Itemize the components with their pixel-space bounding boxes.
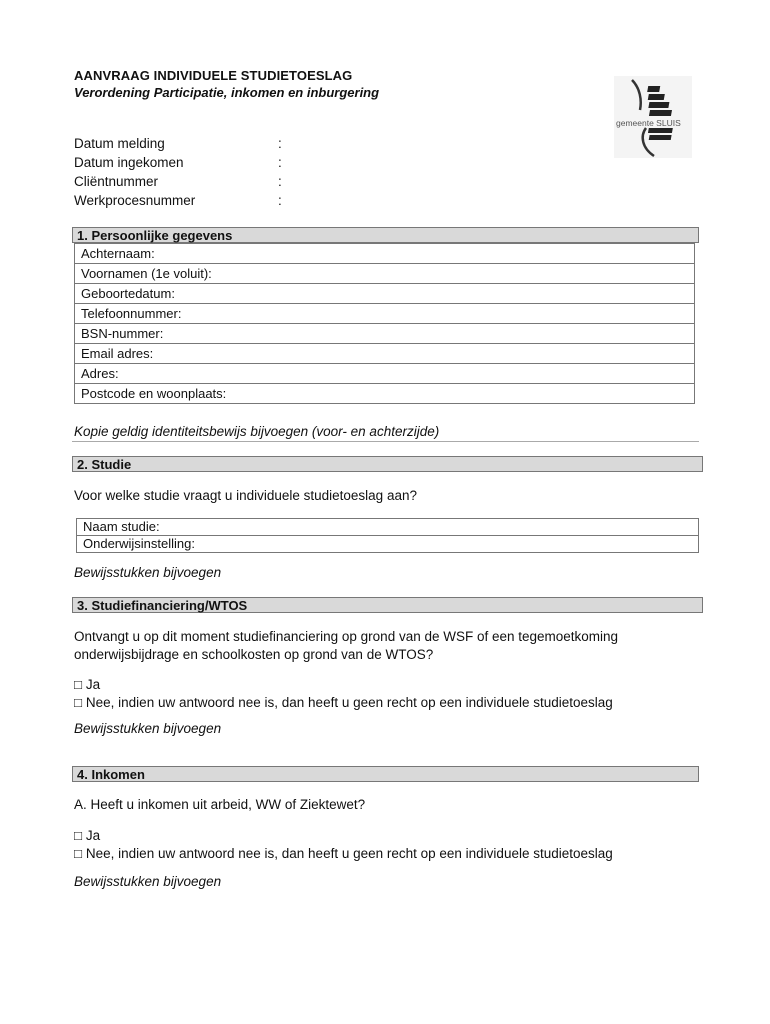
option-ja-checkbox[interactable]: □ Ja <box>74 677 101 692</box>
field-bsn[interactable]: BSN-nummer: <box>75 323 694 343</box>
field-adres[interactable]: Adres: <box>75 363 694 383</box>
section-heading: 3. Studiefinanciering/WTOS <box>72 597 703 613</box>
logo-text: gemeente SLUIS <box>616 118 681 128</box>
option-nee-checkbox[interactable]: □ Nee, indien uw antwoord nee is, dan heeft u geen recht op een individuele studietoeslag <box>74 695 613 710</box>
wtos-question-line: onderwijsbijdrage en schoolkosten op grond van de WTOS? <box>74 647 434 662</box>
option-nee-checkbox[interactable]: □ Nee, indien uw antwoord nee is, dan heeft u geen recht op een individuele studietoeslag <box>74 846 613 861</box>
wtos-question <box>74 628 618 664</box>
field-onderwijsinstelling[interactable]: Onderwijsinstelling: <box>83 536 195 551</box>
study-question: Voor welke studie vraagt u individuele studietoeslag aan? <box>74 488 417 503</box>
field-voornamen[interactable]: Voornamen (1e voluit): <box>75 263 694 283</box>
study-fields-table <box>76 518 699 553</box>
meta-row <box>74 172 282 191</box>
wtos-options <box>74 676 613 712</box>
section-personal <box>72 227 699 404</box>
id-note: Kopie geldig identiteitsbewijs bijvoegen (voor- en achterzijde) <box>74 424 440 439</box>
field-achternaam[interactable]: Achternaam: <box>75 243 694 263</box>
section-heading: 2. Studie <box>72 456 703 472</box>
meta-row <box>74 191 282 210</box>
option-ja-checkbox[interactable]: □ Ja <box>74 828 101 843</box>
meta-row <box>74 134 282 153</box>
meta-colon: : <box>278 193 282 208</box>
meta-colon: : <box>278 174 282 189</box>
divider <box>72 441 699 442</box>
field-postcode-woonplaats[interactable]: Postcode en woonplaats: <box>75 383 694 403</box>
field-telefoonnummer[interactable]: Telefoonnummer: <box>75 303 694 323</box>
document-title: AANVRAAG INDIVIDUELE STUDIETOESLAG <box>74 68 353 83</box>
wtos-question-line: Ontvangt u op dit moment studiefinanciering op grond van de WSF of een tegemoetkoming <box>74 629 619 644</box>
income-options <box>74 827 613 863</box>
evidence-note: Bewijsstukken bijvoegen <box>74 874 222 889</box>
section-heading: 1. Persoonlijke gegevens <box>72 227 699 243</box>
meta-colon: : <box>278 136 282 151</box>
section-heading: 4. Inkomen <box>72 766 699 782</box>
meta-label: Werkprocesnummer <box>74 193 196 208</box>
municipality-logo <box>614 76 692 158</box>
evidence-note: Bewijsstukken bijvoegen <box>74 721 222 736</box>
meta-row <box>74 153 282 172</box>
field-naam-studie[interactable]: Naam studie: <box>77 519 698 536</box>
meta-colon: : <box>278 155 282 170</box>
field-geboortedatum[interactable]: Geboortedatum: <box>75 283 694 303</box>
evidence-note: Bewijsstukken bijvoegen <box>74 565 222 580</box>
income-question: A. Heeft u inkomen uit arbeid, WW of Ziektewet? <box>74 797 366 812</box>
meta-fields <box>74 134 282 210</box>
document-subtitle: Verordening Participatie, inkomen en inburgering <box>74 85 380 100</box>
meta-label: Cliëntnummer <box>74 174 159 189</box>
meta-label: Datum melding <box>74 136 165 151</box>
meta-label: Datum ingekomen <box>74 155 184 170</box>
field-email[interactable]: Email adres: <box>75 343 694 363</box>
personal-fields-table <box>74 243 695 404</box>
